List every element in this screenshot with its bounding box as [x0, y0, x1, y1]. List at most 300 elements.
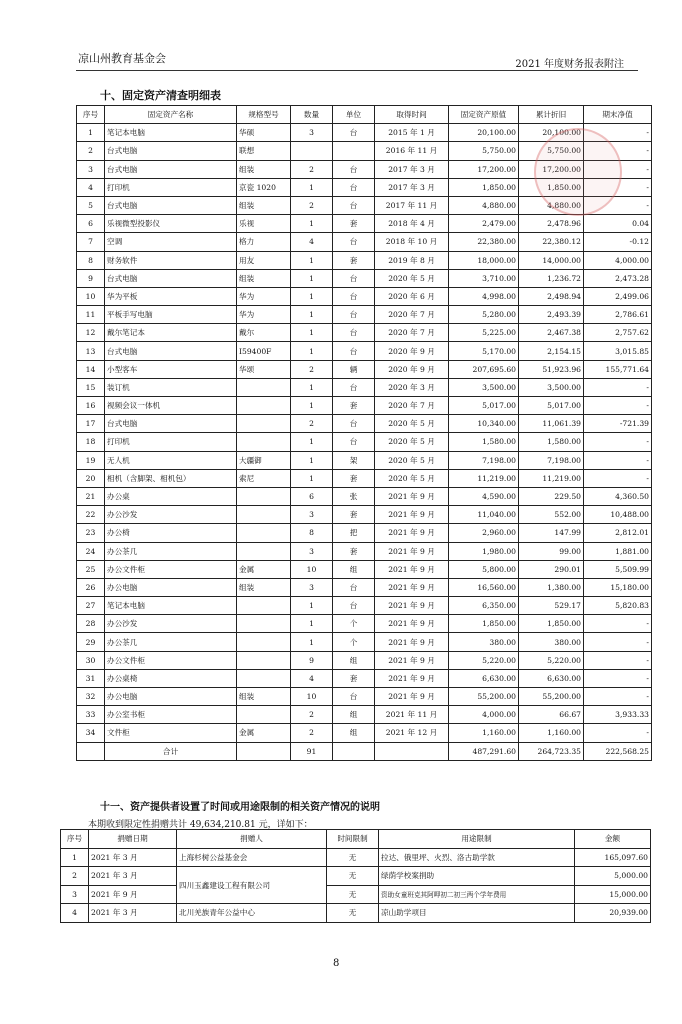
table-row: [77, 506, 652, 524]
cell-asset-name: 华为平板: [105, 287, 237, 305]
cell-asset-name: 笔记本电脑: [105, 124, 237, 142]
table-row: [77, 324, 652, 342]
cell-original-value: 18,000.00: [449, 251, 519, 269]
cell-net-value: -: [584, 196, 652, 214]
cell-asset-name: 台式电脑: [105, 142, 237, 160]
cell-unit: 台: [333, 287, 375, 305]
cell-acquired: 2020 年 3 月: [375, 378, 449, 396]
table-row: [61, 904, 651, 923]
cell-depreciation: 2,498.94: [519, 287, 584, 305]
cell-asset-name: 办公茶几: [105, 542, 237, 560]
cell-acquired: 2020 年 9 月: [375, 342, 449, 360]
cell-asset-name: 乐视微型投影仪: [105, 215, 237, 233]
cell-amount: 5,000.00: [575, 867, 651, 886]
cell-seq: 3: [61, 885, 89, 904]
cell-acquired: 2021 年 9 月: [375, 669, 449, 687]
cell-seq: 17: [77, 415, 105, 433]
cell-seq: 16: [77, 397, 105, 415]
cell-seq: 5: [77, 196, 105, 214]
cell-asset-name: 装订机: [105, 378, 237, 396]
cell-acquired: 2021 年 9 月: [375, 688, 449, 706]
cell-seq: 4: [77, 178, 105, 196]
cell-asset-name: 办公电脑: [105, 688, 237, 706]
cell-time-limit: 无: [327, 867, 379, 886]
cell-spec: 金属: [237, 560, 291, 578]
cell-acquired: 2020 年 5 月: [375, 415, 449, 433]
cell-date: 2021 年 3 月: [89, 867, 177, 886]
cell-seq: 1: [77, 124, 105, 142]
cell-asset-name: 办公茶几: [105, 633, 237, 651]
cell-unit: 套: [333, 669, 375, 687]
col-header: 用途限制: [379, 830, 575, 849]
table-row: [77, 469, 652, 487]
table-row: [77, 415, 652, 433]
header-rule: [76, 70, 638, 71]
cell-unit: 组: [333, 560, 375, 578]
table-row: [77, 706, 652, 724]
cell-original-value: 4,000.00: [449, 706, 519, 724]
cell-spec: 组装: [237, 196, 291, 214]
table-header-row: [61, 830, 651, 849]
cell-amount: 15,000.00: [575, 885, 651, 904]
cell-seq: 9: [77, 269, 105, 287]
cell-qty: 1: [291, 324, 333, 342]
cell-seq: 13: [77, 342, 105, 360]
cell-unit: 台: [333, 196, 375, 214]
cell-depreciation: 14,000.00: [519, 251, 584, 269]
cell-depreciation: 66.67: [519, 706, 584, 724]
cell-unit: 套: [333, 542, 375, 560]
cell-original-value: 10,340.00: [449, 415, 519, 433]
restricted-donation-note: 本期收到限定性捐赠共计 49,634,210.81 元，详如下：: [88, 820, 313, 830]
cell-acquired: 2021 年 9 月: [375, 506, 449, 524]
cell-time-limit: 无: [327, 885, 379, 904]
cell-depreciation: 5,017.00: [519, 397, 584, 415]
cell-qty: 1: [291, 342, 333, 360]
cell-seq: 29: [77, 633, 105, 651]
cell-net-value: 10,488.00: [584, 506, 652, 524]
cell-purpose: 绿荫学校案捐助: [379, 867, 575, 886]
cell-depreciation: 20,100.00: [519, 124, 584, 142]
cell-depreciation: 290.01: [519, 560, 584, 578]
cell-purpose: 凉山助学项目: [379, 904, 575, 923]
table-row: [77, 360, 652, 378]
cell-asset-name: 办公桌: [105, 487, 237, 505]
cell-original-value: 17,200.00: [449, 160, 519, 178]
cell-original-value: 4,880.00: [449, 196, 519, 214]
cell-asset-name: 平板手写电脑: [105, 306, 237, 324]
cell-qty: 2: [291, 706, 333, 724]
table-row: [77, 633, 652, 651]
cell-original-value: 1,160.00: [449, 724, 519, 742]
cell-spec: [237, 487, 291, 505]
cell-spec: 联想: [237, 142, 291, 160]
cell-original-value: 55,200.00: [449, 688, 519, 706]
cell-depreciation: 17,200.00: [519, 160, 584, 178]
cell-original-value: 1,850.00: [449, 615, 519, 633]
cell-asset-name: 办公文件柜: [105, 651, 237, 669]
total-cell-empty: [333, 742, 375, 760]
cell-net-value: 1,881.00: [584, 542, 652, 560]
table-header-row: [77, 106, 652, 124]
cell-depreciation: 1,850.00: [519, 178, 584, 196]
cell-original-value: 1,580.00: [449, 433, 519, 451]
cell-depreciation: 11,061.39: [519, 415, 584, 433]
cell-depreciation: 1,160.00: [519, 724, 584, 742]
cell-asset-name: 办公文件柜: [105, 560, 237, 578]
cell-qty: 2: [291, 415, 333, 433]
cell-spec: [237, 524, 291, 542]
cell-acquired: 2018 年 10 月: [375, 233, 449, 251]
cell-unit: 台: [333, 433, 375, 451]
cell-net-value: -: [584, 124, 652, 142]
cell-acquired: 2020 年 5 月: [375, 433, 449, 451]
col-header: 固定资产名称: [105, 106, 237, 124]
cell-qty: 3: [291, 578, 333, 596]
cell-depreciation: 55,200.00: [519, 688, 584, 706]
cell-unit: 台: [333, 178, 375, 196]
cell-net-value: 4,000.00: [584, 251, 652, 269]
cell-spec: 京瓷 1020: [237, 178, 291, 196]
cell-qty: 1: [291, 269, 333, 287]
cell-original-value: 11,040.00: [449, 506, 519, 524]
cell-depreciation: 229.50: [519, 487, 584, 505]
cell-original-value: 3,710.00: [449, 269, 519, 287]
total-cell-empty: [375, 742, 449, 760]
cell-seq: 27: [77, 597, 105, 615]
cell-acquired: 2021 年 9 月: [375, 487, 449, 505]
cell-depreciation: 1,380.00: [519, 578, 584, 596]
cell-spec: 乐视: [237, 215, 291, 233]
cell-unit: 台: [333, 306, 375, 324]
cell-original-value: 207,695.60: [449, 360, 519, 378]
table-row: [77, 397, 652, 415]
cell-original-value: 5,225.00: [449, 324, 519, 342]
cell-net-value: -: [584, 160, 652, 178]
cell-qty: 3: [291, 124, 333, 142]
cell-spec: 金属: [237, 724, 291, 742]
cell-original-value: 1,980.00: [449, 542, 519, 560]
cell-asset-name: 小型客车: [105, 360, 237, 378]
table-row: [61, 848, 651, 867]
cell-asset-name: 笔记本电脑: [105, 597, 237, 615]
cell-unit: 辆: [333, 360, 375, 378]
cell-unit: 台: [333, 688, 375, 706]
cell-depreciation: 1,236.72: [519, 269, 584, 287]
cell-original-value: 3,500.00: [449, 378, 519, 396]
cell-original-value: 5,170.00: [449, 342, 519, 360]
cell-qty: 1: [291, 178, 333, 196]
table-row: [77, 651, 652, 669]
cell-unit: 台: [333, 124, 375, 142]
cell-original-value: 380.00: [449, 633, 519, 651]
cell-seq: 21: [77, 487, 105, 505]
cell-unit: 台: [333, 378, 375, 396]
cell-seq: 14: [77, 360, 105, 378]
cell-unit: 台: [333, 269, 375, 287]
table-row: [77, 560, 652, 578]
cell-spec: 华为: [237, 306, 291, 324]
cell-net-value: -: [584, 651, 652, 669]
col-header: 数量: [291, 106, 333, 124]
section-title-fixed-assets: 十、固定资产清查明细表: [100, 89, 221, 102]
cell-net-value: -0.12: [584, 233, 652, 251]
cell-spec: 华颂: [237, 360, 291, 378]
cell-acquired: 2017 年 3 月: [375, 178, 449, 196]
col-header: 捐赠人: [177, 830, 327, 849]
cell-depreciation: 22,380.12: [519, 233, 584, 251]
cell-qty: 10: [291, 688, 333, 706]
restricted-donations-table: [60, 829, 651, 923]
cell-spec: 戴尔: [237, 324, 291, 342]
cell-depreciation: 380.00: [519, 633, 584, 651]
cell-unit: 台: [333, 160, 375, 178]
cell-qty: 1: [291, 433, 333, 451]
table-row: [77, 287, 652, 305]
col-header: 累计折旧: [519, 106, 584, 124]
cell-seq: 25: [77, 560, 105, 578]
cell-net-value: -: [584, 178, 652, 196]
cell-net-value: 5,820.83: [584, 597, 652, 615]
cell-acquired: 2020 年 7 月: [375, 397, 449, 415]
table-row: [77, 688, 652, 706]
cell-unit: 台: [333, 233, 375, 251]
cell-donor: 四川玉鑫建设工程有限公司: [177, 867, 327, 904]
cell-net-value: -: [584, 433, 652, 451]
col-header: 规格型号: [237, 106, 291, 124]
cell-unit: 台: [333, 415, 375, 433]
cell-net-value: -: [584, 451, 652, 469]
cell-unit: 台: [333, 324, 375, 342]
cell-qty: 2: [291, 724, 333, 742]
cell-seq: 30: [77, 651, 105, 669]
table-row: [77, 724, 652, 742]
page-number: 8: [333, 958, 340, 969]
table-row: [77, 597, 652, 615]
cell-spec: [237, 651, 291, 669]
cell-acquired: 2020 年 6 月: [375, 287, 449, 305]
total-cell-empty: [237, 742, 291, 760]
cell-qty: 1: [291, 633, 333, 651]
col-header: 序号: [77, 106, 105, 124]
cell-qty: 1: [291, 215, 333, 233]
cell-acquired: 2017 年 3 月: [375, 160, 449, 178]
cell-depreciation: 2,154.15: [519, 342, 584, 360]
cell-qty: 2: [291, 160, 333, 178]
cell-net-value: -: [584, 669, 652, 687]
cell-qty: 4: [291, 233, 333, 251]
table-row: [61, 885, 651, 904]
cell-original-value: 6,350.00: [449, 597, 519, 615]
cell-net-value: 2,812.01: [584, 524, 652, 542]
header-org: 凉山州教育基金会: [78, 52, 166, 65]
cell-unit: 张: [333, 487, 375, 505]
cell-unit: 组: [333, 651, 375, 669]
col-header: 期末净值: [584, 106, 652, 124]
cell-asset-name: 办公电脑: [105, 578, 237, 596]
cell-asset-name: 打印机: [105, 433, 237, 451]
cell-net-value: 2,786.61: [584, 306, 652, 324]
cell-unit: [333, 142, 375, 160]
cell-qty: 1: [291, 287, 333, 305]
cell-acquired: 2021 年 9 月: [375, 524, 449, 542]
cell-spec: 华硕: [237, 124, 291, 142]
cell-unit: 套: [333, 469, 375, 487]
cell-seq: 7: [77, 233, 105, 251]
cell-seq: 1: [61, 848, 89, 867]
cell-original-value: 7,198.00: [449, 451, 519, 469]
cell-purpose: 拉达、俄里坪、火烈、洛古助学款: [379, 848, 575, 867]
cell-original-value: 1,850.00: [449, 178, 519, 196]
cell-unit: 台: [333, 578, 375, 596]
cell-acquired: 2021 年 9 月: [375, 615, 449, 633]
cell-seq: 6: [77, 215, 105, 233]
cell-unit: 套: [333, 506, 375, 524]
cell-depreciation: 99.00: [519, 542, 584, 560]
cell-spec: 组装: [237, 269, 291, 287]
total-original: 487,291.60: [449, 742, 519, 760]
cell-qty: 6: [291, 487, 333, 505]
cell-depreciation: 2,478.96: [519, 215, 584, 233]
cell-unit: 个: [333, 615, 375, 633]
cell-unit: 台: [333, 597, 375, 615]
header-doc-title: 2021 年度财务报表附注: [515, 59, 624, 70]
cell-net-value: -: [584, 378, 652, 396]
cell-spec: [237, 597, 291, 615]
cell-unit: 组: [333, 724, 375, 742]
cell-unit: 把: [333, 524, 375, 542]
cell-depreciation: 6,630.00: [519, 669, 584, 687]
cell-acquired: 2021 年 9 月: [375, 597, 449, 615]
cell-asset-name: 视频会议一体机: [105, 397, 237, 415]
cell-seq: 18: [77, 433, 105, 451]
cell-original-value: 6,630.00: [449, 669, 519, 687]
cell-qty: 1: [291, 469, 333, 487]
col-header: 捐赠日期: [89, 830, 177, 849]
cell-depreciation: 1,580.00: [519, 433, 584, 451]
cell-acquired: 2021 年 9 月: [375, 578, 449, 596]
cell-depreciation: 51,923.96: [519, 360, 584, 378]
col-header: 单位: [333, 106, 375, 124]
cell-qty: 3: [291, 506, 333, 524]
col-header: 时间限制: [327, 830, 379, 849]
cell-original-value: 2,479.00: [449, 215, 519, 233]
table-row: [77, 451, 652, 469]
cell-unit: 组: [333, 706, 375, 724]
cell-net-value: -: [584, 633, 652, 651]
cell-acquired: 2021 年 9 月: [375, 560, 449, 578]
cell-net-value: 3,933.33: [584, 706, 652, 724]
cell-asset-name: 相机（含脚架、相机包）: [105, 469, 237, 487]
cell-spec: 组装: [237, 160, 291, 178]
cell-spec: [237, 615, 291, 633]
cell-depreciation: 529.17: [519, 597, 584, 615]
cell-spec: [237, 542, 291, 560]
cell-acquired: 2021 年 12 月: [375, 724, 449, 742]
cell-seq: 15: [77, 378, 105, 396]
cell-purpose: 资助女童班克其阿呷初二初三两个学年费用: [379, 885, 575, 904]
cell-unit: 套: [333, 397, 375, 415]
cell-net-value: 2,473.28: [584, 269, 652, 287]
cell-seq: 20: [77, 469, 105, 487]
cell-acquired: 2018 年 4 月: [375, 215, 449, 233]
cell-time-limit: 无: [327, 848, 379, 867]
cell-qty: 1: [291, 251, 333, 269]
cell-asset-name: 无人机: [105, 451, 237, 469]
cell-unit: 套: [333, 215, 375, 233]
cell-qty: 9: [291, 651, 333, 669]
cell-donor: 上海杉树公益基金会: [177, 848, 327, 867]
cell-depreciation: 11,219.00: [519, 469, 584, 487]
cell-qty: 1: [291, 306, 333, 324]
cell-asset-name: 空调: [105, 233, 237, 251]
cell-acquired: 2021 年 9 月: [375, 633, 449, 651]
cell-net-value: 2,499.06: [584, 287, 652, 305]
table-row: [77, 269, 652, 287]
cell-time-limit: 无: [327, 904, 379, 923]
cell-seq: 28: [77, 615, 105, 633]
cell-original-value: 4,998.00: [449, 287, 519, 305]
cell-net-value: 0.04: [584, 215, 652, 233]
cell-acquired: 2020 年 5 月: [375, 469, 449, 487]
cell-net-value: -: [584, 615, 652, 633]
cell-asset-name: 台式电脑: [105, 415, 237, 433]
cell-seq: 10: [77, 287, 105, 305]
table-row: [77, 615, 652, 633]
cell-seq: 11: [77, 306, 105, 324]
cell-amount: 20,939.00: [575, 904, 651, 923]
cell-acquired: 2020 年 5 月: [375, 451, 449, 469]
total-qty: 91: [291, 742, 333, 760]
cell-original-value: 5,017.00: [449, 397, 519, 415]
cell-net-value: -721.39: [584, 415, 652, 433]
cell-qty: 10: [291, 560, 333, 578]
cell-spec: 组装: [237, 578, 291, 596]
cell-spec: 组装: [237, 688, 291, 706]
cell-spec: [237, 633, 291, 651]
cell-qty: 2: [291, 196, 333, 214]
col-header: 取得时间: [375, 106, 449, 124]
cell-seq: 23: [77, 524, 105, 542]
cell-seq: 22: [77, 506, 105, 524]
cell-seq: 8: [77, 251, 105, 269]
cell-net-value: -: [584, 469, 652, 487]
cell-acquired: 2019 年 8 月: [375, 251, 449, 269]
cell-net-value: -: [584, 724, 652, 742]
cell-qty: 8: [291, 524, 333, 542]
table-row: [77, 669, 652, 687]
cell-seq: 31: [77, 669, 105, 687]
cell-seq: 26: [77, 578, 105, 596]
cell-qty: 4: [291, 669, 333, 687]
cell-date: 2021 年 3 月: [89, 848, 177, 867]
cell-net-value: 5,509.99: [584, 560, 652, 578]
cell-date: 2021 年 3 月: [89, 904, 177, 923]
cell-original-value: 11,219.00: [449, 469, 519, 487]
cell-spec: I59400F: [237, 342, 291, 360]
cell-unit: 套: [333, 251, 375, 269]
cell-spec: [237, 669, 291, 687]
cell-amount: 165,097.60: [575, 848, 651, 867]
cell-acquired: 2017 年 11 月: [375, 196, 449, 214]
cell-net-value: -: [584, 397, 652, 415]
cell-asset-name: 打印机: [105, 178, 237, 196]
cell-depreciation: 147.99: [519, 524, 584, 542]
cell-date: 2021 年 9 月: [89, 885, 177, 904]
cell-seq: 34: [77, 724, 105, 742]
cell-asset-name: 办公桌椅: [105, 669, 237, 687]
cell-asset-name: 办公沙发: [105, 506, 237, 524]
